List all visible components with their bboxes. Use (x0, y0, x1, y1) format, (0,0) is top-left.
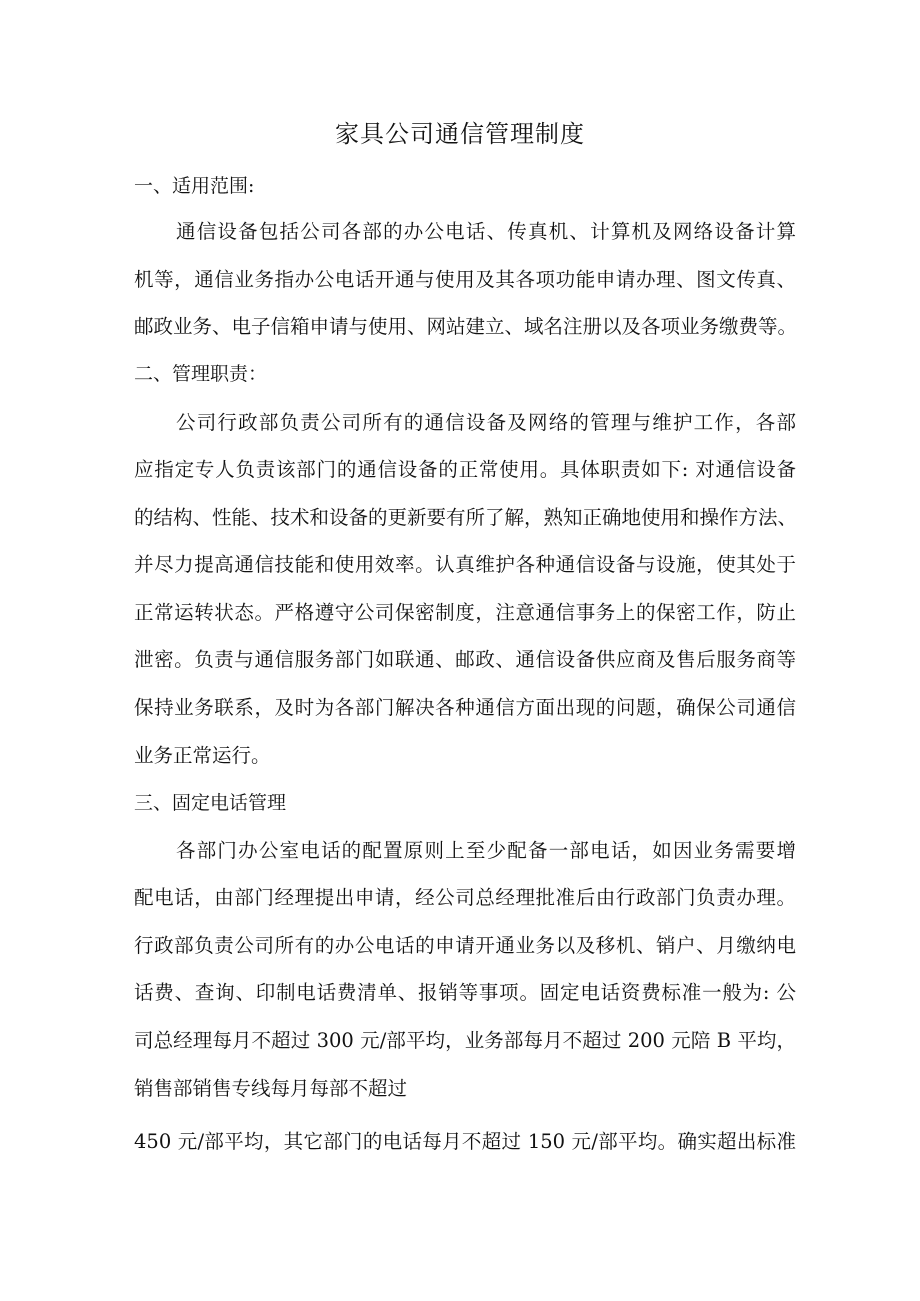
paragraph-line: 并尽力提高通信技能和使用效率。认真维护各种通信设备与设施，使其处于 (134, 553, 796, 576)
paragraph-line: 各部门办公室电话的配置原则上至少配备一部电话，如因业务需要增 (176, 839, 796, 862)
section-heading-scope: 一、适用范围: (134, 175, 255, 197)
paragraph-line: 应指定专人负责该部门的通信设备的正常使用。具体职责如下: 对通信设备 (134, 458, 796, 481)
paragraph-line: 泄密。负责与通信服务部门如联通、邮政、通信设备供应商及售后服务商等 (134, 648, 796, 671)
document-title: 家具公司通信管理制度 (335, 120, 585, 148)
paragraph-line: 话费、查询、印制电话费清单、报销等事项。固定电话资费标准一般为: 公 (134, 981, 796, 1004)
paragraph-line: 通信设备包括公司各部的办公电话、传真机、计算机及网络设备计算 (176, 220, 796, 243)
section-heading-responsibilities: 二、管理职责： (134, 363, 268, 385)
paragraph-line: 配电话，由部门经理提出申请，经公司总经理批准后由行政部门负责办理。 (134, 886, 796, 909)
paragraph-line: 机等，通信业务指办公电话开通与使用及其各项功能申请办理、图文传真、 (134, 268, 796, 291)
paragraph-line: 行政部负责公司所有的办公电话的申请开通业务以及移机、销户、月缴纳电 (134, 934, 796, 957)
paragraph-line: 公司行政部负责公司所有的通信设备及网络的管理与维护工作，各部 (176, 411, 796, 434)
paragraph-line: 销售部销售专线每月每部不超过 (134, 1077, 408, 1100)
paragraph-line: 邮政业务、电子信箱申请与使用、网站建立、域名注册以及各项业务缴费等。 (134, 315, 798, 338)
paragraph-line: 业务正常运行。 (134, 744, 271, 767)
paragraph-line: 司总经理每月不超过 300 元/部平均，业务部每月不超过 200 元陪 B 平均， (134, 1029, 796, 1052)
paragraph-line: 保持业务联系，及时为各部门解决各种通信方面出现的问题，确保公司通信 (134, 696, 796, 719)
section-heading-fixed-phone: 三、固定电话管理 (134, 792, 287, 814)
paragraph-line: 450 元/部平均，其它部门的电话每月不超过 150 元/部平均。确实超出标准 (134, 1130, 796, 1153)
paragraph-line: 的结构、性能、技术和设备的更新要有所了解，熟知正确地使用和操作方法、 (134, 506, 798, 529)
paragraph-line: 正常运转状态。严格遵守公司保密制度，注意通信事务上的保密工作，防止 (134, 601, 796, 624)
